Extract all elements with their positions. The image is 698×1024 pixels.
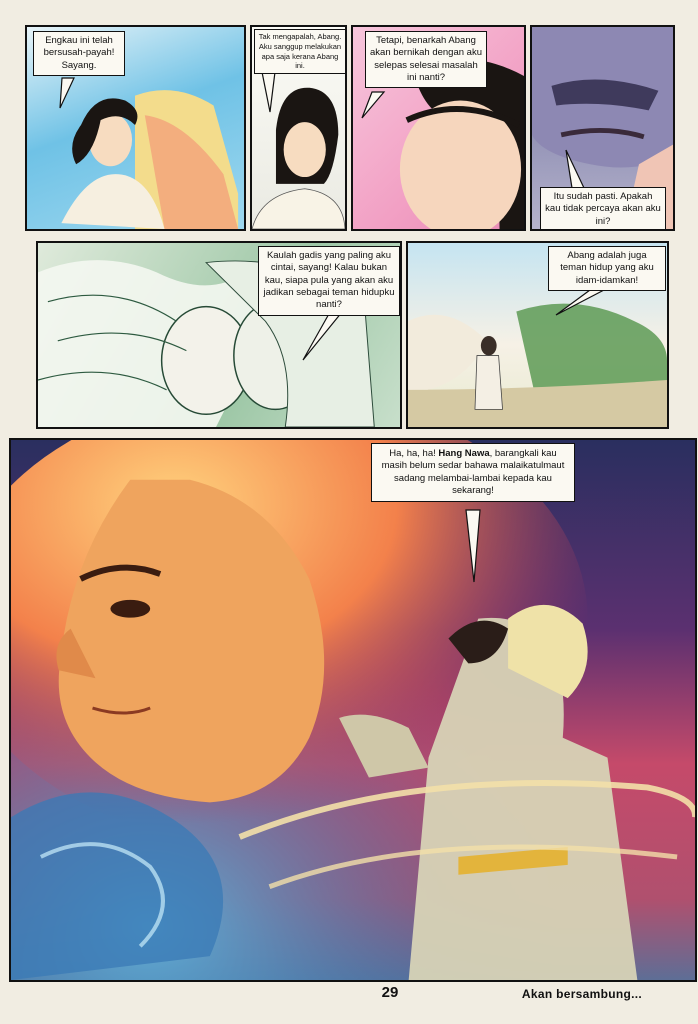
- page-number: 29: [381, 984, 399, 1001]
- speech-bubble-3: Tetapi, benarkah Abang akan bernikah dengan aku selepas selesai masalah ini nanti?: [365, 31, 487, 88]
- speech-bubble-4: Itu sudah pasti. Apakah kau tidak percaya akan aku ini?: [540, 187, 666, 231]
- bubble-7-prefix: Ha, ha, ha!: [389, 448, 439, 459]
- bubble-7-suffix: , barangkali kau masih belum sedar bahawa malaikatulmaut sadang melambai-lambai kepada kau sekarang!: [381, 448, 565, 497]
- speech-bubble-2: Tak mengapalah, Abang. Aku sanggup melakukan apa saja kerana Abang ini.: [254, 29, 346, 74]
- speech-bubble-5: Kaulah gadis yang paling aku cintai, sayang! Kalau bukan kau, siapa pula yang akan aku jadikan sebagai teman hidupku nanti?: [258, 246, 400, 316]
- speech-bubble-6: Abang adalah juga teman hidup yang aku idam-idamkan!: [548, 246, 666, 291]
- to-be-continued: Akan bersambung...: [521, 987, 642, 1001]
- bubble-7-name: Hang Nawa: [438, 448, 490, 459]
- speech-bubble-1: Engkau ini telah bersusah-payah! Sayang.: [33, 31, 125, 76]
- speech-bubble-7: [371, 443, 575, 502]
